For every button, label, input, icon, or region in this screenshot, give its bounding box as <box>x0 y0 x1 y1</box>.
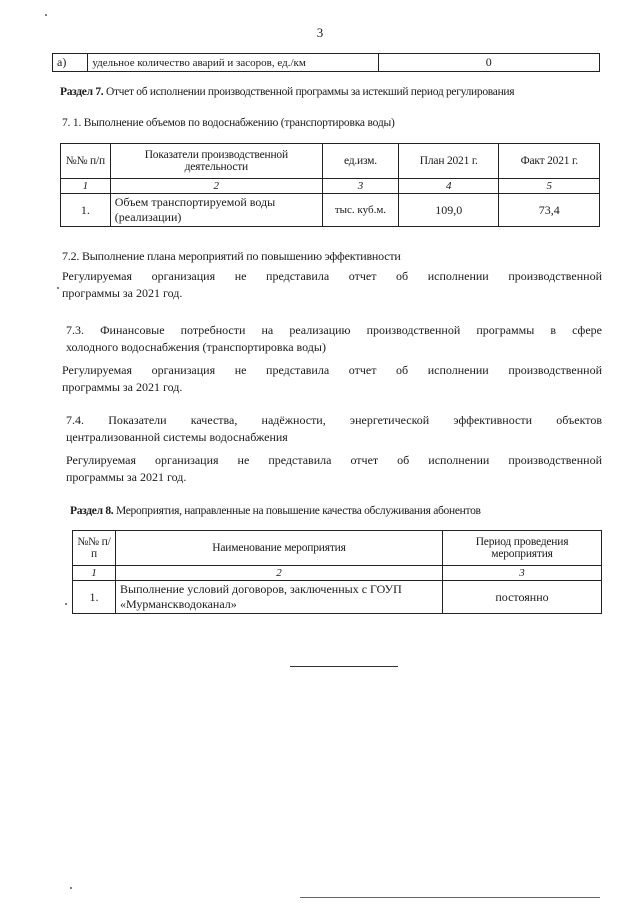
subsection-7-1: 7. 1. Выполнение объемов по водоснабжению (транспортировка воды) <box>62 117 395 129</box>
section7-heading <box>60 86 514 98</box>
paragraph-3 <box>66 452 602 486</box>
scan-speck <box>65 603 67 605</box>
row-letter: а) <box>53 54 88 72</box>
subsection-7-3-line-1: 7.3. Финансовые потребности на реализацию производственной программы в сфере <box>66 323 602 337</box>
page-number: 3 <box>316 25 324 40</box>
col-num-5: 5 <box>499 179 600 194</box>
table-header-row <box>61 144 600 179</box>
col-num-2: 2 <box>116 566 443 581</box>
measures-table <box>72 530 602 614</box>
col-num-3: 3 <box>443 566 602 581</box>
section8-heading <box>70 505 481 517</box>
subsection-7-3 <box>66 322 602 356</box>
row-period: постоянно <box>443 581 602 614</box>
row-indicator: Объем транспортируемой воды (реализации) <box>110 194 322 227</box>
col-header-measure: Наименование мероприятия <box>116 531 443 566</box>
paragraph-2 <box>62 362 602 396</box>
row-label: удельное количество аварий и засоров, ед./км <box>88 54 378 72</box>
row-value: 0 <box>378 54 599 72</box>
subsection-7-2: 7.2. Выполнение плана мероприятий по повышению эффективности <box>62 249 401 263</box>
col-header-period: Период проведения мероприятия <box>443 531 602 566</box>
row-unit: тыс. куб.м. <box>322 194 398 227</box>
col-header-indicator: Показатели производственной деятельности <box>110 144 322 179</box>
col-num-1: 1 <box>73 566 116 581</box>
col-header-unit: ед.изм. <box>322 144 398 179</box>
col-header-num: №№ п/п <box>73 531 116 566</box>
bottom-edge-line <box>300 897 600 898</box>
paragraph-2-line-2: программы за 2021 год. <box>62 380 183 394</box>
section8-label: Раздел 8. <box>70 505 114 517</box>
col-num-2: 2 <box>110 179 322 194</box>
table-row <box>73 581 602 614</box>
table-row <box>61 194 600 227</box>
col-header-plan: План 2021 г. <box>399 144 499 179</box>
row-plan: 109,0 <box>399 194 499 227</box>
row-number: 1. <box>73 581 116 614</box>
subsection-7-4-line-1: 7.4. Показатели качества, надёжности, энергетической эффективности объектов <box>66 413 602 427</box>
row-fact: 73,4 <box>499 194 600 227</box>
section7-label: Раздел 7. <box>60 86 104 98</box>
top-indicator-table <box>52 53 600 72</box>
paragraph-2-line-1: Регулируемая организация не представила отчет об исполнении производственной <box>62 363 602 377</box>
table-row <box>53 54 600 72</box>
production-volume-table <box>60 143 600 227</box>
col-header-fact: Факт 2021 г. <box>499 144 600 179</box>
paragraph-1-line-1: Регулируемая организация не представила отчет об исполнении производственной <box>62 269 602 283</box>
section8-title: Мероприятия, направленные на повышение качества обслуживания абонентов <box>113 505 481 517</box>
row-measure: Выполнение условий договоров, заключенных с ГОУП «Мурманскводоканал» <box>116 581 443 614</box>
col-num-1: 1 <box>61 179 111 194</box>
subsection-7-4-line-2: централизованной системы водоснабжения <box>66 430 288 444</box>
scan-speck <box>70 887 72 889</box>
subsection-7-3-line-2: холодного водоснабжения (транспортировка воды) <box>66 340 326 354</box>
section7-title: Отчет об исполнении производственной программы за истекший период регулирования <box>103 86 515 98</box>
subsection-7-4 <box>66 412 602 446</box>
paragraph-1-line-2: программы за 2021 год. <box>62 286 183 300</box>
col-header-num: №№ п/п <box>61 144 111 179</box>
table-number-row <box>61 179 600 194</box>
col-num-3: 3 <box>322 179 398 194</box>
row-number: 1. <box>61 194 111 227</box>
closing-rule <box>290 666 398 667</box>
paragraph-3-line-1: Регулируемая организация не представила отчет об исполнении производственной <box>66 453 602 467</box>
paragraph-3-line-2: программы за 2021 год. <box>66 470 187 484</box>
table-header-row <box>73 531 602 566</box>
scan-speck <box>45 14 47 16</box>
table-number-row <box>73 566 602 581</box>
col-num-4: 4 <box>399 179 499 194</box>
scan-speck <box>57 287 59 289</box>
paragraph-1 <box>62 268 602 302</box>
